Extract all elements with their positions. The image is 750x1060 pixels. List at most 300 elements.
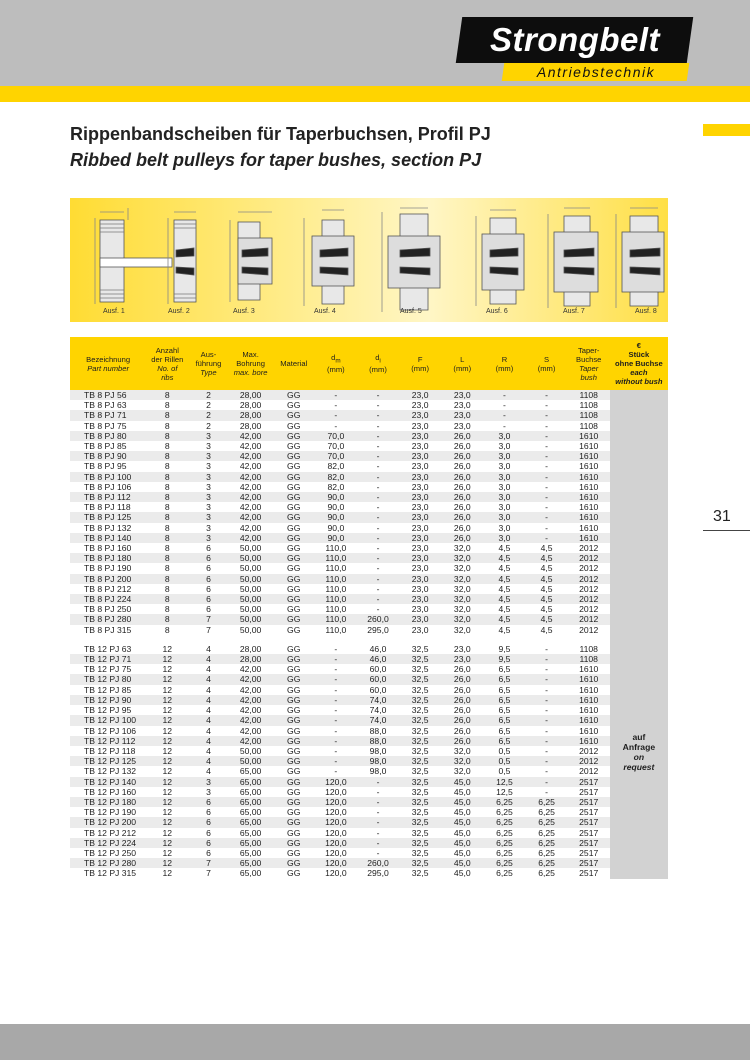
cell-r: 0,5 [498, 745, 511, 756]
cell-dm: 120,0 [325, 868, 347, 879]
cell-part: TB 8 PJ 212 [84, 583, 132, 594]
cell-l: 45,0 [453, 847, 471, 858]
cell-bush: 1610 [568, 715, 610, 725]
cell-dm: 110,0 [325, 583, 347, 594]
cell-bush: 1610 [579, 461, 599, 472]
cell-type: 6 [188, 574, 228, 584]
cell-grooves: 8 [146, 492, 188, 502]
cell-f: 23,0 [399, 614, 441, 624]
page-number-rule [703, 530, 750, 531]
cell-part: TB 12 PJ 63 [84, 643, 132, 654]
cell-di: - [357, 512, 399, 522]
cell-s: - [526, 533, 568, 543]
cell-r: 4,5 [498, 543, 511, 554]
header-bush: Taper- Buchse Taper bush [568, 337, 610, 390]
table-row [70, 543, 668, 553]
cell-s: - [526, 410, 568, 420]
cell-dm: - [334, 664, 338, 675]
cell-bush: 2517 [568, 858, 610, 868]
cell-r: 6,25 [496, 847, 513, 858]
cell-bore: 28,00 [229, 410, 273, 420]
cell-material: GG [287, 543, 301, 554]
cell-grooves: 8 [146, 410, 188, 420]
cell-l: 45,0 [441, 777, 483, 787]
cell-material: GG [273, 756, 315, 766]
cell-grooves: 12 [146, 654, 188, 664]
cell-type: 2 [188, 390, 228, 400]
cell-f: 23,0 [399, 431, 441, 441]
cell-type: 3 [188, 777, 228, 787]
cell-s: - [526, 431, 568, 441]
cell-s: - [545, 745, 548, 756]
diagram-type-8 [616, 208, 664, 308]
cell-grooves: 8 [164, 420, 170, 431]
table-row [70, 594, 668, 604]
cell-s: - [545, 766, 548, 777]
cell-l: 26,0 [453, 664, 471, 675]
cell-s: 6,25 [538, 807, 555, 818]
cell-di: 98,0 [369, 766, 387, 777]
cell-l: 23,0 [441, 654, 483, 664]
cell-f: 23,0 [399, 390, 441, 400]
cell-type: 6 [188, 594, 228, 604]
cell-bore: 42,00 [239, 522, 262, 533]
page-title-german: Rippenbandscheiben für Taperbuchsen, Profil PJ [70, 124, 491, 144]
cell-bush: 1610 [579, 725, 599, 736]
diagram-label-4: Ausf. 4 [314, 308, 336, 315]
cell-r: 4,5 [483, 553, 525, 563]
cell-dm: - [334, 705, 338, 716]
cell-type: 6 [206, 563, 211, 574]
cell-s: - [545, 481, 548, 492]
cell-grooves: 8 [146, 533, 188, 543]
cell-l: 45,0 [441, 817, 483, 827]
cell-r: 6,5 [498, 664, 511, 675]
cell-di: - [376, 420, 380, 431]
table-row [70, 817, 668, 827]
cell-part: TB 12 PJ 100 [70, 715, 146, 725]
cell-material: GG [273, 431, 315, 441]
cell-r: 4,5 [498, 563, 511, 574]
cell-material: GG [287, 583, 301, 594]
header-grooves: Anzahl der Rillen No. of ribs [146, 337, 188, 390]
cell-bush: 1610 [568, 695, 610, 705]
cell-dm: 70,0 [315, 431, 357, 441]
cell-s: 6,25 [526, 838, 568, 848]
cell-bore: 42,00 [229, 492, 273, 502]
table-row [70, 736, 668, 746]
cell-l: 32,0 [441, 574, 483, 584]
brand-logo [459, 17, 690, 80]
header-l: L (mm) [441, 337, 483, 390]
cell-r: 6,25 [496, 827, 513, 838]
cell-r: 6,25 [496, 807, 513, 818]
page-number: 31 [713, 508, 731, 525]
cell-r: 6,5 [483, 715, 525, 725]
cell-l: 26,0 [441, 492, 483, 502]
cell-r: 3,0 [483, 512, 525, 522]
cell-l: 45,0 [453, 786, 471, 797]
cell-dm: - [315, 695, 357, 705]
cell-s: - [545, 684, 548, 695]
cell-dm: - [334, 766, 338, 777]
cell-dm: - [315, 756, 357, 766]
brand-tagline: Antriebstechnik [536, 64, 656, 80]
cell-s: 6,25 [538, 827, 555, 838]
cell-bore: 42,00 [239, 664, 262, 675]
table-row [70, 502, 668, 512]
cell-di: - [376, 441, 380, 452]
table-row [70, 472, 668, 482]
cell-s: - [526, 777, 568, 787]
cell-di: - [376, 583, 380, 594]
separator-cell [399, 635, 441, 644]
cell-dm: 120,0 [315, 777, 357, 787]
cell-l: 45,0 [453, 868, 471, 879]
price-note-de1: auf [632, 731, 646, 742]
cell-di: - [357, 492, 399, 502]
cell-type: 3 [188, 492, 228, 502]
cell-bush: 2517 [579, 868, 599, 879]
cell-grooves: 8 [164, 563, 170, 574]
cell-s: - [526, 451, 568, 461]
cell-material: GG [287, 643, 301, 654]
cell-bore: 50,00 [239, 563, 262, 574]
cell-material: GG [287, 624, 301, 635]
table-row [70, 664, 668, 674]
cell-s: 4,5 [526, 553, 568, 563]
cell-f: 32,5 [399, 797, 441, 807]
cell-l: 23,0 [453, 400, 471, 411]
cell-r: 6,5 [483, 695, 525, 705]
header-type: Aus- führung Type [188, 337, 228, 390]
cell-material: GG [287, 420, 301, 431]
cell-s: - [526, 390, 568, 400]
cell-f: 23,0 [399, 472, 441, 482]
cell-dm: - [334, 745, 338, 756]
cell-part: TB 12 PJ 190 [84, 807, 137, 818]
cell-f: 32,5 [399, 858, 441, 868]
cell-dm: 120,0 [315, 817, 357, 827]
cell-bush: 2517 [568, 797, 610, 807]
cell-di: 60,0 [357, 674, 399, 684]
cell-part: TB 12 PJ 80 [70, 674, 146, 684]
cell-bore: 28,00 [229, 654, 273, 664]
table-row [70, 644, 668, 654]
cell-material: GG [273, 817, 315, 827]
table-row [70, 756, 668, 766]
cell-di: 88,0 [357, 736, 399, 746]
cell-material: GG [273, 715, 315, 725]
cell-f: 23,0 [411, 543, 429, 554]
cell-di: 295,0 [367, 868, 389, 879]
cell-bush: 1610 [568, 472, 610, 482]
cell-material: GG [287, 481, 301, 492]
cell-f: 23,0 [399, 410, 441, 420]
cell-type: 6 [206, 543, 211, 554]
cell-l: 32,0 [441, 614, 483, 624]
cell-s: - [545, 502, 548, 513]
cell-dm: 82,0 [327, 461, 345, 472]
cell-part: TB 8 PJ 95 [84, 461, 127, 472]
cell-r: 0,5 [498, 766, 511, 777]
table-row [70, 766, 668, 776]
cell-bush: 1108 [568, 390, 610, 400]
cell-di: - [357, 431, 399, 441]
cell-f: 23,0 [399, 451, 441, 461]
cell-di: 98,0 [357, 756, 399, 766]
table-row [70, 410, 668, 420]
cell-part: TB 8 PJ 250 [84, 604, 132, 615]
pulley-cross-sections [70, 198, 668, 322]
cell-r: 6,5 [498, 725, 511, 736]
cell-di: - [376, 522, 380, 533]
cell-l: 45,0 [441, 797, 483, 807]
cell-f: 23,0 [411, 522, 429, 533]
cell-f: 32,5 [411, 786, 429, 797]
cell-s: - [545, 664, 548, 675]
cell-bore: 65,00 [229, 858, 273, 868]
cell-bore: 42,00 [229, 736, 273, 746]
cell-r: 9,5 [483, 654, 525, 664]
cell-type: 2 [206, 420, 211, 431]
cell-bush: 2012 [579, 543, 599, 554]
cell-grooves: 8 [146, 594, 188, 604]
separator-cell [357, 635, 399, 644]
cell-bore: 50,00 [239, 624, 262, 635]
cell-type: 4 [188, 715, 228, 725]
diagram-type-7 [548, 208, 598, 308]
table-row [70, 674, 668, 684]
cell-bore: 65,00 [229, 817, 273, 827]
table-row [70, 685, 668, 695]
cell-bush: 1610 [568, 736, 610, 746]
cell-bore: 65,00 [239, 847, 262, 858]
cell-s: - [545, 400, 548, 411]
cell-bore: 50,00 [229, 614, 273, 624]
table-row [70, 441, 668, 451]
cell-grooves: 12 [162, 705, 173, 716]
table-row [70, 858, 668, 868]
cell-bore: 65,00 [239, 868, 262, 879]
cell-r: 0,5 [483, 756, 525, 766]
cell-r: - [483, 390, 525, 400]
cell-s: - [526, 674, 568, 684]
cell-l: 26,0 [453, 441, 471, 452]
cell-r: 12,5 [496, 786, 513, 797]
cell-type: 6 [206, 604, 211, 615]
cell-bush: 1108 [579, 643, 598, 654]
cell-part: TB 12 PJ 125 [70, 756, 146, 766]
cell-material: GG [287, 441, 301, 452]
cell-material: GG [287, 522, 301, 533]
cell-bush: 1108 [568, 410, 610, 420]
separator-cell [273, 635, 315, 644]
cell-grooves: 12 [146, 736, 188, 746]
cell-r: 6,25 [483, 817, 525, 827]
cell-part: TB 12 PJ 95 [84, 705, 132, 716]
cell-dm: 110,0 [325, 604, 347, 615]
cell-part: TB 12 PJ 90 [70, 695, 146, 705]
cell-s: 6,25 [526, 797, 568, 807]
cell-f: 32,5 [399, 817, 441, 827]
cell-s: - [526, 472, 568, 482]
cell-bush: 1610 [579, 684, 599, 695]
header-di: $d_i$ (mm) [357, 337, 399, 390]
cell-type: 7 [206, 624, 211, 635]
cell-r: 3,0 [483, 492, 525, 502]
cell-di: 74,0 [357, 695, 399, 705]
table-row [70, 654, 668, 664]
cell-r: - [483, 410, 525, 420]
header-stripe [0, 86, 750, 102]
cell-grooves: 12 [162, 827, 173, 838]
table-row [70, 400, 668, 410]
cell-dm: 120,0 [325, 847, 347, 858]
cell-s: - [526, 715, 568, 725]
cell-di: - [376, 786, 380, 797]
cell-bore: 65,00 [229, 838, 273, 848]
cell-type: 6 [188, 797, 228, 807]
cell-s: - [545, 643, 548, 654]
cell-f: 32,5 [411, 664, 429, 675]
cell-dm: 110,0 [315, 594, 357, 604]
cell-part: TB 8 PJ 63 [84, 400, 127, 411]
cell-r: - [502, 400, 506, 411]
cell-dm: 110,0 [315, 614, 357, 624]
diagram-type-6 [476, 210, 524, 306]
cell-f: 32,5 [411, 868, 429, 879]
cell-bush: 1610 [579, 481, 599, 492]
table-row [70, 838, 668, 848]
cell-bush: 2517 [568, 777, 610, 787]
header-f: F (mm) [399, 337, 441, 390]
cell-di: - [376, 543, 380, 554]
cell-grooves: 8 [146, 574, 188, 584]
cell-s: 4,5 [526, 594, 568, 604]
cell-dm: - [334, 684, 338, 695]
cell-l: 26,0 [453, 705, 471, 716]
cell-r: 3,0 [483, 431, 525, 441]
cell-bush: 1610 [579, 502, 599, 513]
separator-cell [229, 635, 273, 644]
cell-type: 4 [188, 674, 228, 684]
cell-type: 3 [206, 522, 211, 533]
cell-type: 3 [188, 472, 228, 482]
table-row [70, 523, 668, 533]
cell-s: 4,5 [526, 614, 568, 624]
cell-l: 32,0 [453, 745, 471, 756]
cell-f: 32,5 [411, 725, 429, 736]
cell-bush: 1610 [568, 431, 610, 441]
cell-l: 26,0 [453, 502, 471, 513]
cell-l: 26,0 [441, 533, 483, 543]
cell-type: 3 [206, 461, 211, 472]
cell-f: 23,0 [411, 502, 429, 513]
cell-grooves: 12 [146, 858, 188, 868]
cell-s: 6,25 [538, 847, 555, 858]
cell-grooves: 8 [146, 512, 188, 522]
cell-type: 4 [206, 766, 211, 777]
cell-material: GG [287, 786, 301, 797]
cell-type: 6 [206, 807, 211, 818]
table-row [70, 574, 668, 584]
diagram-type-5 [382, 208, 440, 312]
cell-part: TB 12 PJ 140 [70, 777, 146, 787]
header-material: Material [273, 337, 315, 390]
cell-di: - [376, 502, 380, 513]
cell-f: 23,0 [411, 420, 429, 431]
cell-s: - [526, 512, 568, 522]
footer-band [0, 1024, 750, 1060]
page-title-english: Ribbed belt pulleys for taper bushes, section PJ [70, 150, 482, 170]
cell-s: 6,25 [538, 868, 555, 879]
cell-type: 4 [206, 664, 211, 675]
table-row [70, 533, 668, 543]
cell-material: GG [287, 868, 301, 879]
cell-f: 32,5 [399, 674, 441, 684]
cell-part: TB 12 PJ 250 [84, 847, 137, 858]
cell-bore: 42,00 [239, 441, 262, 452]
cell-part: TB 12 PJ 200 [70, 817, 146, 827]
cell-grooves: 12 [162, 643, 173, 654]
cell-di: 295,0 [367, 624, 389, 635]
table-body [70, 390, 668, 879]
cell-material: GG [287, 664, 301, 675]
cell-material: GG [273, 858, 315, 868]
cell-material: GG [287, 400, 301, 411]
cell-bore: 65,00 [239, 807, 262, 818]
cell-material: GG [273, 553, 315, 563]
cell-part: TB 12 PJ 212 [84, 827, 137, 838]
cell-s: - [526, 492, 568, 502]
cell-bush: 2012 [579, 624, 599, 635]
diagram-label-6: Ausf. 6 [486, 308, 508, 315]
cell-r: 6,25 [483, 858, 525, 868]
cell-f: 32,5 [399, 777, 441, 787]
cell-r: 6,25 [483, 797, 525, 807]
cell-material: GG [273, 472, 315, 482]
table-row [70, 563, 668, 573]
cell-f: 32,5 [411, 766, 429, 777]
cell-bush: 1108 [579, 420, 598, 431]
cell-part: TB 8 PJ 90 [70, 451, 146, 461]
cell-r: 4,5 [498, 604, 511, 615]
cell-grooves: 8 [164, 481, 170, 492]
cell-type: 4 [188, 695, 228, 705]
cell-material: GG [273, 797, 315, 807]
table-row [70, 746, 668, 756]
cell-grooves: 12 [146, 756, 188, 766]
diagram-label-1: Ausf. 1 [103, 308, 125, 315]
cell-part: TB 12 PJ 85 [84, 684, 132, 695]
cell-material: GG [287, 807, 301, 818]
cell-bore: 50,00 [229, 756, 273, 766]
cell-bore: 65,00 [229, 797, 273, 807]
table-row [70, 695, 668, 705]
cell-dm: 110,0 [325, 563, 347, 574]
cell-di: - [376, 563, 380, 574]
cell-grooves: 8 [164, 522, 170, 533]
cell-bush: 1610 [568, 492, 610, 502]
cell-s: - [545, 705, 548, 716]
cell-bore: 42,00 [239, 725, 262, 736]
cell-s: - [526, 756, 568, 766]
cell-grooves: 8 [146, 431, 188, 441]
cell-grooves: 12 [162, 786, 173, 797]
cell-f: 23,0 [411, 481, 429, 492]
cell-bore: 28,00 [239, 643, 262, 654]
